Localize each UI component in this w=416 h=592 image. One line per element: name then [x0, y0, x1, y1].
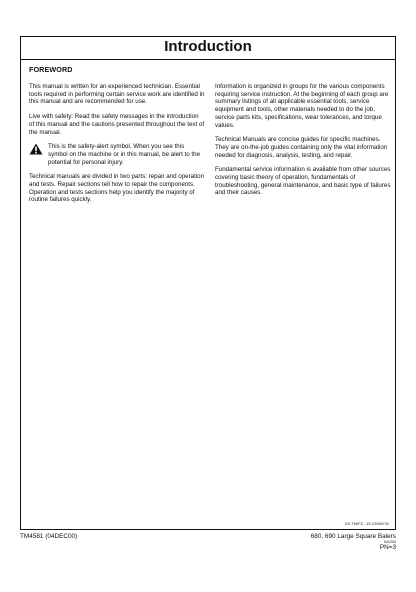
paragraph: This manual is written for an experienced technician. Essential tools required in performing certain service work are identified in this manual and are recommended for use. — [29, 83, 205, 106]
right-column — [215, 83, 391, 204]
safety-alert-note — [29, 143, 205, 166]
paragraph: Technical manuals are divided in two parts: repair and operation and tests. Repair sections tell how to repair the components. Operation and tests sections help you identify the majority of routine failures quickly. — [29, 173, 205, 204]
paragraph: Fundamental service information is available from other sources covering basic theory of operation, fundamentals of troubleshooting, general maintenance, and basic type of failures and their causes. — [215, 166, 391, 197]
footer-right — [311, 533, 396, 552]
left-column — [29, 83, 205, 211]
paragraph: Live with safety: Read the safety messages in the introduction of this manual and the cautions presented throughout the text of the manual. — [29, 113, 205, 136]
paragraph: Information is organized in groups for the various components requiring service instruction. At the beginning of each group are summary listings of all applicable essential tools, service equipment and tools, other materials needed to do the job, service parts kits, specifications, wear tolerances, and torque values. — [215, 83, 389, 129]
content-frame — [20, 60, 396, 530]
warning-triangle-icon — [29, 143, 43, 155]
section-heading: FOREWORD — [29, 65, 73, 74]
manual-id: TM4581 (04DEC00) — [20, 533, 78, 540]
page-number: PN=3 — [379, 544, 396, 552]
footer-small-code: 041200 — [384, 540, 396, 545]
product-name: 680, 690 Large Square Balers — [310, 533, 396, 540]
page-title: Introduction — [20, 36, 396, 60]
document-code: DX,TMIFC -19-22MAY92 — [344, 522, 389, 526]
safety-alert-text: This is the safety-alert symbol. When you see this symbol on the machine or in this manual, be alert to the potential for personal injury. — [48, 143, 201, 166]
paragraph: Technical Manuals are concise guides for specific machines. They are on-the-job guides containing only the vital information needed for diagnosis, analysis, testing, and repair. — [215, 136, 388, 159]
